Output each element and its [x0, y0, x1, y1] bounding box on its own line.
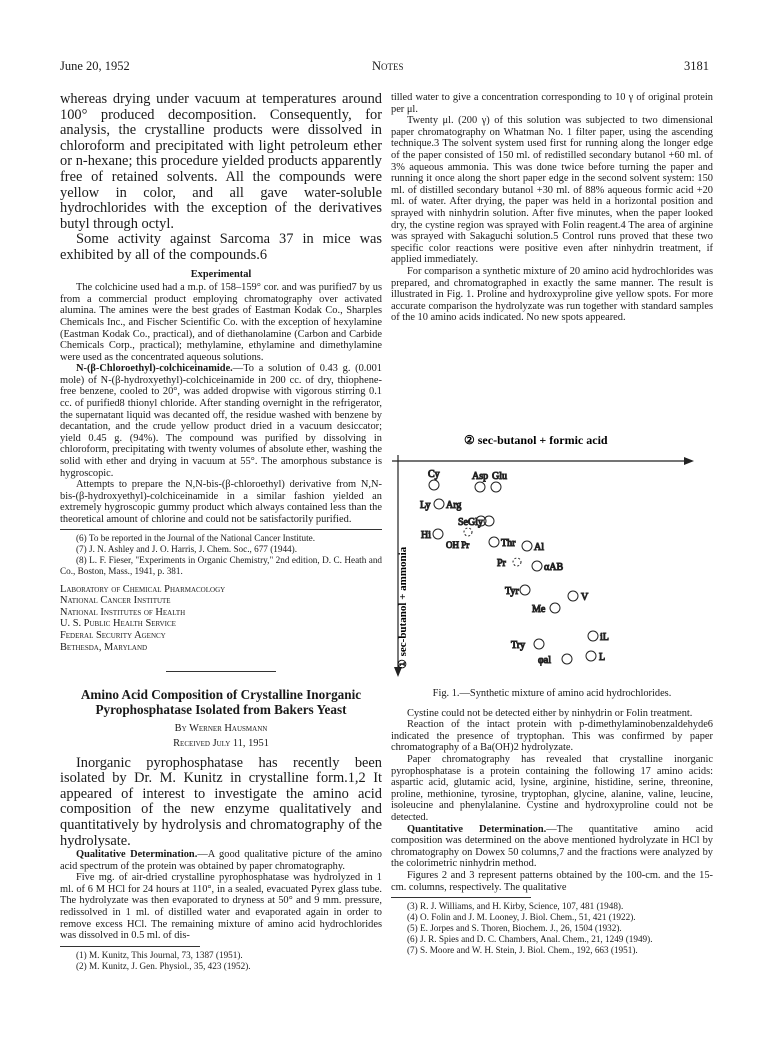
- left-column: [60, 92, 382, 972]
- spot-label: Cy: [428, 469, 440, 480]
- spot: [434, 499, 444, 509]
- paragraph: [391, 824, 713, 870]
- article-title: Amino Acid Composition of Crystalline Inorganic Pyrophosphatase Isolated from Bakers Yeast: [80, 687, 362, 717]
- footnote: (6) J. R. Spies and D. C. Chambers, Anal. Chem., 21, 1249 (1949).: [407, 934, 653, 945]
- paragraph: whereas drying under vacuum at temperatures around 100° produced decomposition. Consequently, for analysis, the crystalline products were dissolved in chloroform and precipitated with light petroleum ether or n-hexane; this procedure yielded products apparently free of retained solvents. All the compounds were yellow in color, and all gave water-soluble hydrochlorides with the exception of the derivatives butyl through octyl.: [60, 91, 382, 232]
- spot-label: Hi: [421, 530, 431, 541]
- footnote: (4) O. Folin and J. M. Looney, J. Biol. Chem., 51, 421 (1922).: [407, 912, 636, 923]
- right-column: [391, 92, 713, 324]
- solvent-label-ammonia: ① sec-butanol + ammonia: [397, 546, 409, 669]
- spot: [520, 585, 530, 595]
- running-head-date: June 20, 1952: [60, 59, 130, 73]
- spot-label: Asp: [472, 471, 489, 482]
- spot: [586, 651, 596, 661]
- spot-label: Ly: [420, 500, 431, 511]
- paragraph: [60, 363, 382, 479]
- spot: [562, 654, 572, 664]
- byline: By Werner Hausmann: [174, 723, 268, 735]
- paragraph: Reaction of the intact protein with p-dimethylaminobenzaldehyde6 indicated the presence of tryptophan. This was confirmed by paper chromatography of a Ba(OH)2 hydrolyzate.: [391, 719, 713, 754]
- arrow-right-icon: [684, 457, 694, 465]
- section-heading: Experimental: [190, 268, 252, 280]
- spot-label: Me: [532, 604, 546, 615]
- affiliation-line: National Cancer Institute: [60, 595, 171, 607]
- footnote: (3) R. J. Williams, and H. Kirby, Science, 107, 481 (1948).: [407, 901, 624, 912]
- run-in-heading: N-(β-Chloroethyl)-colchiceinamide.: [76, 363, 233, 375]
- spot-label: iL: [600, 632, 609, 643]
- footnote: (1) M. Kunitz, This Journal, 73, 1387 (1951).: [76, 949, 243, 960]
- received-date: Received July 11, 1951: [173, 737, 269, 749]
- spot: [491, 482, 501, 492]
- spot-label: αAB: [544, 562, 564, 573]
- spot-label: φal: [538, 655, 551, 666]
- spot: [588, 631, 598, 641]
- spot: [429, 480, 439, 490]
- footnote: (5) E. Jorpes and S. Thoren, Biochem. J., 26, 1504 (1932).: [407, 923, 622, 934]
- paragraph: Figures 2 and 3 represent patterns obtained by the 100-cm. and the 15-cm. columns, respectively. The qualitative: [391, 869, 713, 893]
- spot: [513, 558, 521, 566]
- right-column-lower: [391, 688, 713, 956]
- paragraph: The colchicine used had a m.p. of 158–159° cor. and was purified7 by us from a commercial product employing chromatography over activated alumina. The amines were the best grades of Eastman Kodak Co., Sharples Chemicals Inc., and Fischer Scientific Co. with the exception of hexylamine (Eastman Kodak Co., practical), and of diethanolamine (Carbon and Carbide Chemicals Corp., practical); methylamine, ethylamine and dimethylamine were used as the concentrated aqueous solutions.: [60, 282, 382, 363]
- page-number: 3181: [684, 59, 709, 73]
- footnote-rule: [60, 529, 382, 530]
- figure-caption: Fig. 1.—Synthetic mixture of amino acid hydrochlorides.: [432, 688, 672, 699]
- affiliation-line: Federal Security Agency: [60, 629, 166, 641]
- footnote: (8) L. F. Fieser, "Experiments in Organic Chemistry," 2nd edition, D. C. Heath and Co., Boston, Mass., 1941, p. 381.: [60, 554, 382, 576]
- paragraph: Inorganic pyrophosphatase has recently been isolated by Dr. M. Kunitz in crystalline form.1,2 It appeared of interest to investigate the amino acid composition of the new enzyme qualitatively and quantitatively by hydrolysis and chromatography of the hydrolysate.: [60, 754, 382, 849]
- paragraph: Cystine could not be detected either by ninhydrin or Folin treatment.: [407, 707, 693, 719]
- paragraph: Twenty μl. (200 γ) of this solution was subjected to two dimensional paper chromatography on Whatman No. 1 filter paper, using the ascending technique.3 The solvent system used first for running along the longer edge of the paper consisted of 150 ml. of redistilled secondary butanol +60 ml. of 3% aqueous ammonia. This was done twice before turning the paper and running it once along the short paper edge in the second solvent system: 150 ml. of distilled secondary butanol +30 ml. of 88% aqueous formic acid +20 ml. of water. After drying, the paper was held in a horizontal position and sprayed with ninhydrin solution. After five minutes, when the paper looked dry, the cystine region was sprayed with Folin reagent.4 The area of arginine was sprayed with Sakaguchi solution.5 Control runs proved that these two specific color reactions were positive even after ninhydrin treatment, if applied immediately.: [391, 115, 713, 266]
- spot-label: Tyr: [505, 586, 519, 597]
- paragraph: For comparison a synthetic mixture of 20 amino acid hydrochlorides was prepared, and chromatographed in exactly the same manner. The result is illustrated in Fig. 1. Proline and hydroxyproline give yellow spots. For more accurate comparison the hydrolyzate was run together with standard samples of the 10 amino acids indicated. No new spots appeared.: [391, 265, 713, 324]
- spot-label: Al: [534, 542, 544, 553]
- paragraph-text: —To a solution of 0.43 g. (0.001 mole) of N-(β-hydroxyethyl)-colchiceinamide in 200 cc. of dry, thiophene-free benzene, cooled to 20°, was added dropwise with vigorous stirring 0.1 cc. of purified8 thionyl chloride. After standing overnight in the refrigerator, the supernatant liquid was decanted off, the residue washed with benzene by decantation, and the crude yellow product dried in a vacuum desiccator; yield 0.45 g. (94%). The compound was purified by dissolving in chloroform, precipitating with twenty volumes of absolute ether, washing the solid with ether and drying in vacuum at 55°. The amorphous substance is hygroscopic.: [60, 363, 382, 479]
- footnote: (7) J. N. Ashley and J. O. Harris, J. Chem. Soc., 677 (1944).: [76, 543, 297, 554]
- spot-label: SeGly: [458, 517, 483, 528]
- paragraph-text: —A good qualitative picture of the amino acid spectrum of the protein was obtained by paper chromatography.: [60, 849, 382, 872]
- spot-label: OH Pr: [446, 540, 470, 550]
- spot: [568, 591, 578, 601]
- paragraph: Attempts to prepare the N,N-bis-(β-chloroethyl) derivative from N,N-bis-(β-hydroxyethyl)-colchiceinamide in a similar fashion yielded an extremely hygroscopic gummy product which always contained less than the theoretical amount of chlorine and could not be satisfactorily purified.: [60, 479, 382, 525]
- affiliation-line: Laboratory of Chemical Pharmacology: [60, 583, 226, 595]
- footnote-rule: [391, 897, 531, 898]
- spot: [489, 537, 499, 547]
- paragraph: [60, 849, 382, 872]
- affiliation-line: Bethesda, Maryland: [60, 641, 148, 653]
- solvent-label-formic: ② sec-butanol + formic acid: [464, 433, 608, 447]
- spot: [522, 541, 532, 551]
- spot: [534, 639, 544, 649]
- running-head-section: Notes: [372, 59, 404, 73]
- spot-label: Pr: [497, 558, 506, 569]
- affiliation-line: National Institutes of Health: [60, 606, 186, 618]
- spot: [475, 482, 485, 492]
- footnote-rule: [60, 946, 200, 947]
- spot: [433, 529, 443, 539]
- spot: [532, 561, 542, 571]
- affiliation-line: U. S. Public Health Service: [60, 618, 176, 630]
- footnote: (6) To be reported in the Journal of the National Cancer Institute.: [76, 532, 316, 543]
- spot-label: V: [581, 592, 589, 603]
- spot-label: Glu: [492, 471, 507, 482]
- run-in-heading: Quantitative Determination.: [407, 823, 547, 835]
- spot-label: Thr: [501, 538, 516, 549]
- paragraph-text: —The quantitative amino acid composition was determined on the above mentioned hydrolyzate in HCl by chromatography on Dowex 50 columns,7 and the fractions were analyzed by the colorimetric ninhydrin method.: [391, 823, 713, 870]
- paragraph: Some activity against Sarcoma 37 in mice was exhibited by all of the compounds.6: [60, 231, 382, 263]
- footnote: (2) M. Kunitz, J. Gen. Physiol., 35, 423 (1952).: [76, 960, 251, 971]
- spot-label: Try: [511, 640, 526, 651]
- spot: [464, 528, 472, 536]
- paragraph: Paper chromatography has revealed that crystalline inorganic pyrophosphatase is a protein containing the following 17 amino acids: aspartic acid, glutamic acid, lysine, arginine, histidine, serine, threonine, proline, methionine, tyrosine, tryptophan, glycine, alanine, valine, leucine, isoleucine and phenylalanine. Cystine and hydroxyproline could not be detected.: [391, 753, 713, 823]
- spot-label: Arg: [446, 500, 462, 511]
- run-in-heading: Qualitative Determination.: [76, 849, 198, 861]
- spot: [550, 603, 560, 613]
- footnote: (7) S. Moore and W. H. Stein, J. Biol. Chem., 192, 663 (1951).: [407, 945, 638, 956]
- paragraph: Five mg. of air-dried crystalline pyrophosphatase was hydrolyzed in 1 ml. of 6 M HCl for 24 hours at 110°, in a sealed, evacuated Pyrex glass tube. The hydrolyzate was then evaporated to dryness at 50° and 9 mm. pressure, redissolved in 1 ml. of distilled water and evaporated again in order to remove excess HCl. The remaining mixture of amino acid hydrochlorides was dissolved in 0.5 ml. of dis-: [60, 872, 382, 942]
- chromatogram-figure: [384, 429, 720, 679]
- spot-label: L: [599, 652, 606, 663]
- separator-rule: [166, 671, 276, 672]
- paragraph: tilled water to give a concentration corresponding to 10 γ of original protein per μl.: [391, 92, 713, 115]
- affiliation: [60, 584, 382, 654]
